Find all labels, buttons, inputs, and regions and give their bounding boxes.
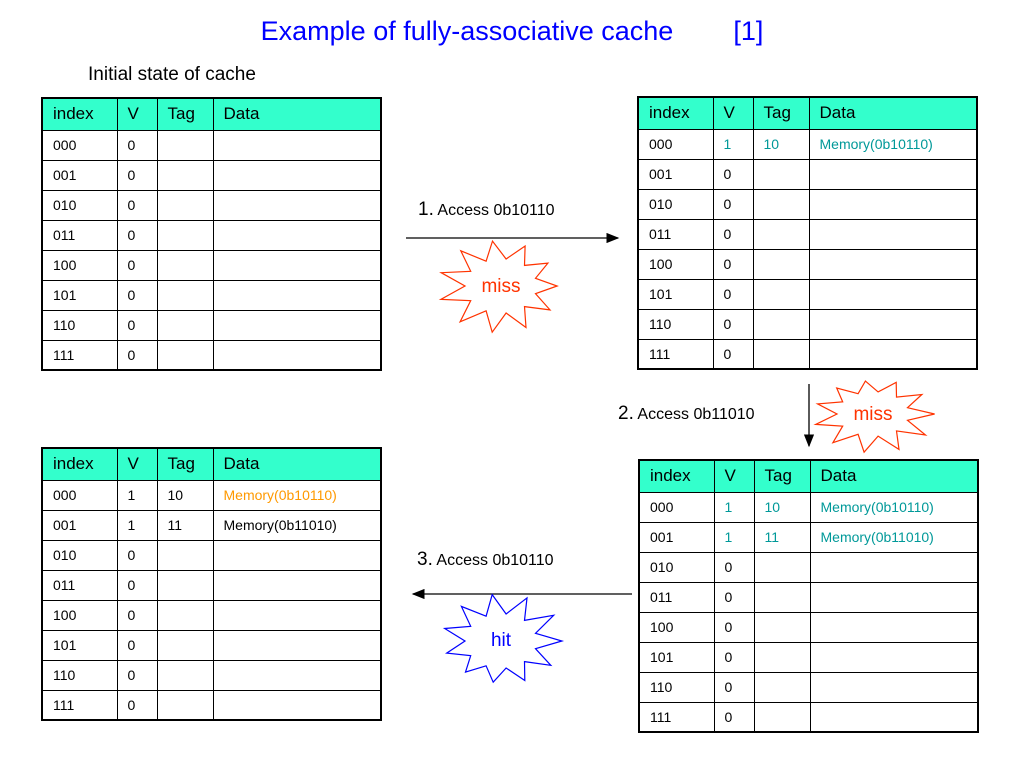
cell-index: 001 — [42, 510, 117, 540]
cell-index: 101 — [42, 280, 117, 310]
cell-index: 000 — [638, 129, 713, 159]
cell-index: 111 — [42, 690, 117, 720]
cell-index: 101 — [42, 630, 117, 660]
cell-v: 0 — [713, 309, 753, 339]
column-header-v: V — [117, 448, 157, 480]
cell-v: 0 — [713, 189, 753, 219]
cell-v: 0 — [713, 339, 753, 369]
cell-index: 111 — [42, 340, 117, 370]
cell-index: 101 — [639, 642, 714, 672]
cell-index: 100 — [42, 250, 117, 280]
column-header-data: Data — [810, 460, 978, 492]
cell-index: 110 — [42, 310, 117, 340]
cell-v: 0 — [713, 279, 753, 309]
cell-index: 001 — [638, 159, 713, 189]
cell-index: 001 — [639, 522, 714, 552]
cell-v: 0 — [714, 612, 754, 642]
cell-v: 1 — [714, 522, 754, 552]
miss-label-2: miss — [853, 404, 893, 425]
cell-tag: 11 — [157, 510, 213, 540]
cell-v: 0 — [714, 552, 754, 582]
cell-v: 0 — [714, 702, 754, 732]
cell-data: Memory(0b10110) — [213, 480, 381, 510]
column-header-tag: Tag — [753, 97, 809, 129]
cell-index: 100 — [638, 249, 713, 279]
cell-index: 110 — [42, 660, 117, 690]
column-header-data: Data — [213, 448, 381, 480]
cell-v: 0 — [117, 340, 157, 370]
cell-index: 110 — [639, 672, 714, 702]
column-header-index: index — [638, 97, 713, 129]
cell-v: 0 — [713, 159, 753, 189]
cell-v: 0 — [117, 190, 157, 220]
cell-index: 001 — [42, 160, 117, 190]
column-header-tag: Tag — [754, 460, 810, 492]
cell-v: 1 — [117, 510, 157, 540]
step-1-label: 1. Access 0b10110 — [418, 199, 555, 220]
cell-v: 0 — [117, 690, 157, 720]
column-header-index: index — [42, 448, 117, 480]
step-2-label: 2. Access 0b11010 — [618, 403, 755, 424]
cell-v: 0 — [117, 250, 157, 280]
cell-tag: 10 — [753, 129, 809, 159]
cell-index: 010 — [639, 552, 714, 582]
cell-data: Memory(0b11010) — [810, 522, 978, 552]
cell-v: 0 — [117, 130, 157, 160]
cell-v: 0 — [117, 570, 157, 600]
column-header-v: V — [117, 98, 157, 130]
cell-index: 011 — [639, 582, 714, 612]
cell-data: Memory(0b10110) — [809, 129, 977, 159]
cell-index: 011 — [42, 220, 117, 250]
cell-index: 111 — [638, 339, 713, 369]
cell-v: 0 — [714, 672, 754, 702]
cell-v: 0 — [117, 280, 157, 310]
column-header-v: V — [714, 460, 754, 492]
cell-v: 0 — [117, 540, 157, 570]
cell-index: 000 — [42, 480, 117, 510]
cell-index: 000 — [42, 130, 117, 160]
cell-index: 011 — [42, 570, 117, 600]
cell-v: 0 — [713, 219, 753, 249]
cell-index: 100 — [639, 612, 714, 642]
cell-index: 111 — [639, 702, 714, 732]
cell-tag: 11 — [754, 522, 810, 552]
title-reference: [1] — [733, 16, 764, 46]
column-header-v: V — [713, 97, 753, 129]
cell-tag: 10 — [157, 480, 213, 510]
cell-v: 0 — [117, 600, 157, 630]
cell-index: 101 — [638, 279, 713, 309]
cell-index: 110 — [638, 309, 713, 339]
cell-tag: 10 — [754, 492, 810, 522]
cell-v: 1 — [713, 129, 753, 159]
cell-v: 0 — [117, 160, 157, 190]
column-header-index: index — [639, 460, 714, 492]
cell-v: 1 — [117, 480, 157, 510]
initial-state-label: Initial state of cache — [88, 64, 256, 85]
cell-v: 0 — [117, 310, 157, 340]
column-header-data: Data — [213, 98, 381, 130]
column-header-tag: Tag — [157, 448, 213, 480]
cell-data: Memory(0b11010) — [213, 510, 381, 540]
column-header-data: Data — [809, 97, 977, 129]
cell-v: 1 — [714, 492, 754, 522]
step-3-label: 3. Access 0b10110 — [417, 549, 554, 570]
cell-index: 000 — [639, 492, 714, 522]
cell-index: 010 — [638, 189, 713, 219]
cell-index: 010 — [42, 190, 117, 220]
cell-data: Memory(0b10110) — [810, 492, 978, 522]
cell-index: 011 — [638, 219, 713, 249]
cell-v: 0 — [714, 582, 754, 612]
cell-v: 0 — [117, 220, 157, 250]
cell-v: 0 — [117, 630, 157, 660]
cell-index: 100 — [42, 600, 117, 630]
cell-v: 0 — [117, 660, 157, 690]
hit-label: hit — [490, 630, 512, 651]
column-header-index: index — [42, 98, 117, 130]
cell-index: 010 — [42, 540, 117, 570]
cell-v: 0 — [714, 642, 754, 672]
cell-v: 0 — [713, 249, 753, 279]
title-text: Example of fully-associative cache — [260, 16, 674, 46]
column-header-tag: Tag — [157, 98, 213, 130]
miss-label-1: miss — [481, 276, 521, 297]
